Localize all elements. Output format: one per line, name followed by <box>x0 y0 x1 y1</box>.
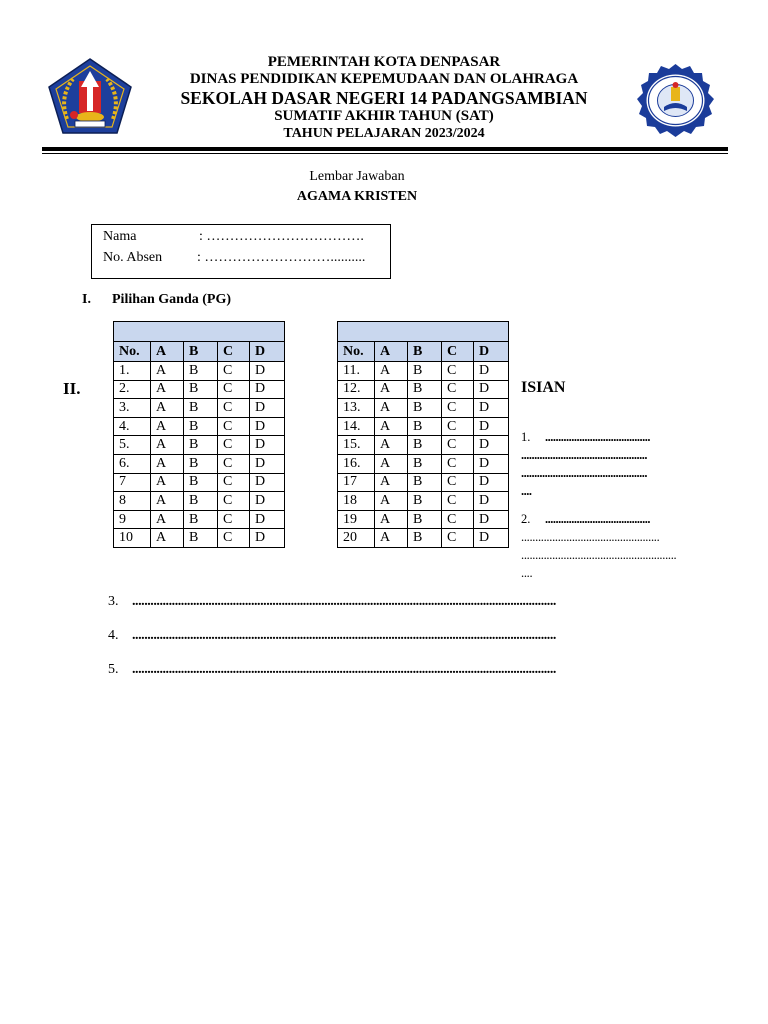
option-a[interactable]: A <box>151 362 184 381</box>
option-c[interactable]: C <box>218 454 250 473</box>
option-c[interactable]: C <box>442 492 474 511</box>
option-a[interactable]: A <box>375 529 408 548</box>
option-c[interactable]: C <box>442 380 474 399</box>
option-d[interactable]: D <box>474 454 509 473</box>
option-b[interactable]: B <box>408 417 442 436</box>
isian-item-5[interactable] <box>108 662 556 678</box>
option-a[interactable]: A <box>375 417 408 436</box>
option-a[interactable]: A <box>375 436 408 455</box>
table-row <box>114 436 285 455</box>
absen-label: No. Absen <box>103 250 163 265</box>
table-row <box>114 417 285 436</box>
question-number: 10 <box>114 529 151 548</box>
name-row <box>103 229 364 245</box>
table-row <box>338 399 509 418</box>
table-header-row <box>114 342 285 362</box>
isian-item-2-number: 2. <box>521 512 531 526</box>
option-b[interactable]: B <box>184 510 218 529</box>
option-d[interactable]: D <box>250 362 285 381</box>
option-d[interactable]: D <box>250 399 285 418</box>
option-b[interactable]: B <box>408 529 442 548</box>
isian-item-3-number: 3. <box>108 594 119 609</box>
question-number: 20 <box>338 529 375 548</box>
school-seal-icon <box>634 63 717 138</box>
option-a[interactable]: A <box>375 510 408 529</box>
question-number: 15. <box>338 436 375 455</box>
option-d[interactable]: D <box>250 529 285 548</box>
option-b[interactable]: B <box>408 473 442 492</box>
option-a[interactable]: A <box>151 454 184 473</box>
header-rule-thick <box>42 147 728 151</box>
table-row <box>114 473 285 492</box>
table-row <box>114 492 285 511</box>
table-row <box>338 510 509 529</box>
table-row <box>114 454 285 473</box>
header-a: A <box>375 342 408 362</box>
table-row <box>338 380 509 399</box>
table-row <box>114 529 285 548</box>
section-1-title: Pilihan Ganda (PG) <box>112 292 232 307</box>
table-row <box>338 454 509 473</box>
isian-item-1-number: 1. <box>521 430 531 444</box>
header-d: D <box>474 342 509 362</box>
option-b[interactable]: B <box>408 436 442 455</box>
header-c: C <box>442 342 474 362</box>
header-school-name: SEKOLAH DASAR NEGERI 14 PADANGSAMBIAN <box>180 88 588 108</box>
option-d[interactable]: D <box>250 454 285 473</box>
question-number: 3. <box>114 399 151 418</box>
question-number: 17 <box>338 473 375 492</box>
isian-item-1-line[interactable]: ........................................ <box>545 430 650 444</box>
option-c[interactable]: C <box>218 436 250 455</box>
table-header-row <box>338 342 509 362</box>
answer-table-left <box>113 321 285 548</box>
option-a[interactable]: A <box>151 399 184 418</box>
header-no: No. <box>338 342 375 362</box>
isian-item-2[interactable] <box>521 510 711 582</box>
option-a[interactable]: A <box>151 380 184 399</box>
table-row <box>338 436 509 455</box>
isian-item-4-number: 4. <box>108 628 119 643</box>
absen-field[interactable]: : ……………………….......... <box>197 250 366 265</box>
option-c[interactable]: C <box>442 473 474 492</box>
option-a[interactable]: A <box>375 380 408 399</box>
isian-item-4-line[interactable]: ........................................................................................................................................... <box>132 628 556 643</box>
isian-item-2-line[interactable]: ....................................................... <box>521 548 677 562</box>
isian-item-4[interactable] <box>108 628 556 644</box>
name-label: Nama <box>103 229 137 244</box>
option-d[interactable]: D <box>250 473 285 492</box>
option-a[interactable]: A <box>151 529 184 548</box>
table-row <box>114 510 285 529</box>
option-c[interactable]: C <box>442 436 474 455</box>
option-a[interactable]: A <box>151 417 184 436</box>
isian-item-3-line[interactable]: ........................................................................................................................................... <box>132 594 556 609</box>
section-2-title: ISIAN <box>521 379 566 396</box>
header-department: DINAS PENDIDIKAN KEPEMUDAAN DAN OLAHRAGA <box>189 71 579 87</box>
option-b[interactable]: B <box>408 454 442 473</box>
question-number: 5. <box>114 436 151 455</box>
option-b[interactable]: B <box>408 510 442 529</box>
option-c[interactable]: C <box>442 417 474 436</box>
option-d[interactable]: D <box>250 436 285 455</box>
table-band <box>338 322 509 342</box>
option-b[interactable]: B <box>408 362 442 381</box>
question-number: 6. <box>114 454 151 473</box>
section-2-number: II. <box>63 379 81 398</box>
question-number: 7 <box>114 473 151 492</box>
option-b[interactable]: B <box>408 492 442 511</box>
name-field[interactable]: : ……………………………. <box>199 229 364 244</box>
option-c[interactable]: C <box>218 362 250 381</box>
option-b[interactable]: B <box>184 492 218 511</box>
isian-item-2-line[interactable]: .... <box>521 566 533 580</box>
option-d[interactable]: D <box>474 399 509 418</box>
question-number: 12. <box>338 380 375 399</box>
option-d[interactable]: D <box>474 473 509 492</box>
option-c[interactable]: C <box>442 399 474 418</box>
table-row <box>338 492 509 511</box>
option-d[interactable]: D <box>474 417 509 436</box>
option-a[interactable]: A <box>375 399 408 418</box>
table-band <box>114 322 285 342</box>
option-a[interactable]: A <box>375 492 408 511</box>
option-b[interactable]: B <box>184 399 218 418</box>
option-a[interactable]: A <box>375 362 408 381</box>
option-a[interactable]: A <box>151 436 184 455</box>
option-a[interactable]: A <box>151 510 184 529</box>
option-b[interactable]: B <box>184 529 218 548</box>
option-c[interactable]: C <box>442 529 474 548</box>
isian-item-2-line[interactable]: ................................................. <box>521 530 660 544</box>
option-d[interactable]: D <box>474 380 509 399</box>
isian-item-5-line[interactable]: ........................................................................................................................................... <box>132 662 556 677</box>
option-d[interactable]: D <box>474 492 509 511</box>
isian-item-1-line[interactable]: ................................................ <box>521 466 647 480</box>
option-d[interactable]: D <box>250 417 285 436</box>
option-a[interactable]: A <box>375 454 408 473</box>
option-c[interactable]: C <box>218 492 250 511</box>
isian-item-3[interactable] <box>108 594 556 610</box>
header-exam-name: SUMATIF AKHIR TAHUN (SAT) <box>274 108 494 124</box>
question-number: 19 <box>338 510 375 529</box>
option-a[interactable]: A <box>151 492 184 511</box>
header-no: No. <box>114 342 151 362</box>
isian-item-5-number: 5. <box>108 662 119 677</box>
isian-item-1[interactable] <box>521 428 711 500</box>
option-c[interactable]: C <box>218 529 250 548</box>
option-d[interactable]: D <box>250 380 285 399</box>
question-number: 1. <box>114 362 151 381</box>
question-number: 2. <box>114 380 151 399</box>
option-c[interactable]: C <box>218 399 250 418</box>
option-b[interactable]: B <box>408 380 442 399</box>
option-a[interactable]: A <box>151 473 184 492</box>
option-b[interactable]: B <box>184 436 218 455</box>
table-row <box>114 362 285 381</box>
option-c[interactable]: C <box>218 510 250 529</box>
option-a[interactable]: A <box>375 473 408 492</box>
option-d[interactable]: D <box>474 510 509 529</box>
option-d[interactable]: D <box>474 362 509 381</box>
table-row <box>338 529 509 548</box>
option-b[interactable]: B <box>184 454 218 473</box>
option-d[interactable]: D <box>474 436 509 455</box>
subject-title: AGAMA KRISTEN <box>296 189 418 204</box>
option-c[interactable]: C <box>442 510 474 529</box>
section-1-heading <box>82 292 231 308</box>
header-rule-thin <box>42 153 728 154</box>
table-row <box>338 473 509 492</box>
question-number: 14. <box>338 417 375 436</box>
option-b[interactable]: B <box>184 417 218 436</box>
question-number: 8 <box>114 492 151 511</box>
answer-table-right <box>337 321 509 548</box>
option-b[interactable]: B <box>184 473 218 492</box>
table-row <box>114 399 285 418</box>
question-number: 9 <box>114 510 151 529</box>
table-row <box>338 362 509 381</box>
option-c[interactable]: C <box>442 454 474 473</box>
header-government: PEMERINTAH KOTA DENPASAR <box>267 54 501 70</box>
option-d[interactable]: D <box>250 492 285 511</box>
header-b: B <box>184 342 218 362</box>
absen-row <box>103 250 365 266</box>
question-number: 18 <box>338 492 375 511</box>
student-identity-box <box>91 224 391 279</box>
table-row <box>114 380 285 399</box>
option-b[interactable]: B <box>184 380 218 399</box>
isian-item-1-line[interactable]: .... <box>521 484 532 498</box>
isian-item-2-line[interactable]: ........................................ <box>545 512 650 526</box>
option-b[interactable]: B <box>184 362 218 381</box>
table-row <box>338 417 509 436</box>
option-b[interactable]: B <box>408 399 442 418</box>
question-number: 13. <box>338 399 375 418</box>
question-number: 4. <box>114 417 151 436</box>
question-number: 11. <box>338 362 375 381</box>
header-academic-year: TAHUN PELAJARAN 2023/2024 <box>283 126 485 141</box>
option-c[interactable]: C <box>218 473 250 492</box>
question-number: 16. <box>338 454 375 473</box>
option-d[interactable]: D <box>250 510 285 529</box>
option-c[interactable]: C <box>218 380 250 399</box>
header-c: C <box>218 342 250 362</box>
header-b: B <box>408 342 442 362</box>
section-1-number: I. <box>82 292 91 307</box>
header-a: A <box>151 342 184 362</box>
option-d[interactable]: D <box>474 529 509 548</box>
answer-sheet-title: Lembar Jawaban <box>309 169 405 184</box>
isian-item-1-line[interactable]: ................................................ <box>521 448 647 462</box>
option-c[interactable]: C <box>218 417 250 436</box>
header-d: D <box>250 342 285 362</box>
option-c[interactable]: C <box>442 362 474 381</box>
